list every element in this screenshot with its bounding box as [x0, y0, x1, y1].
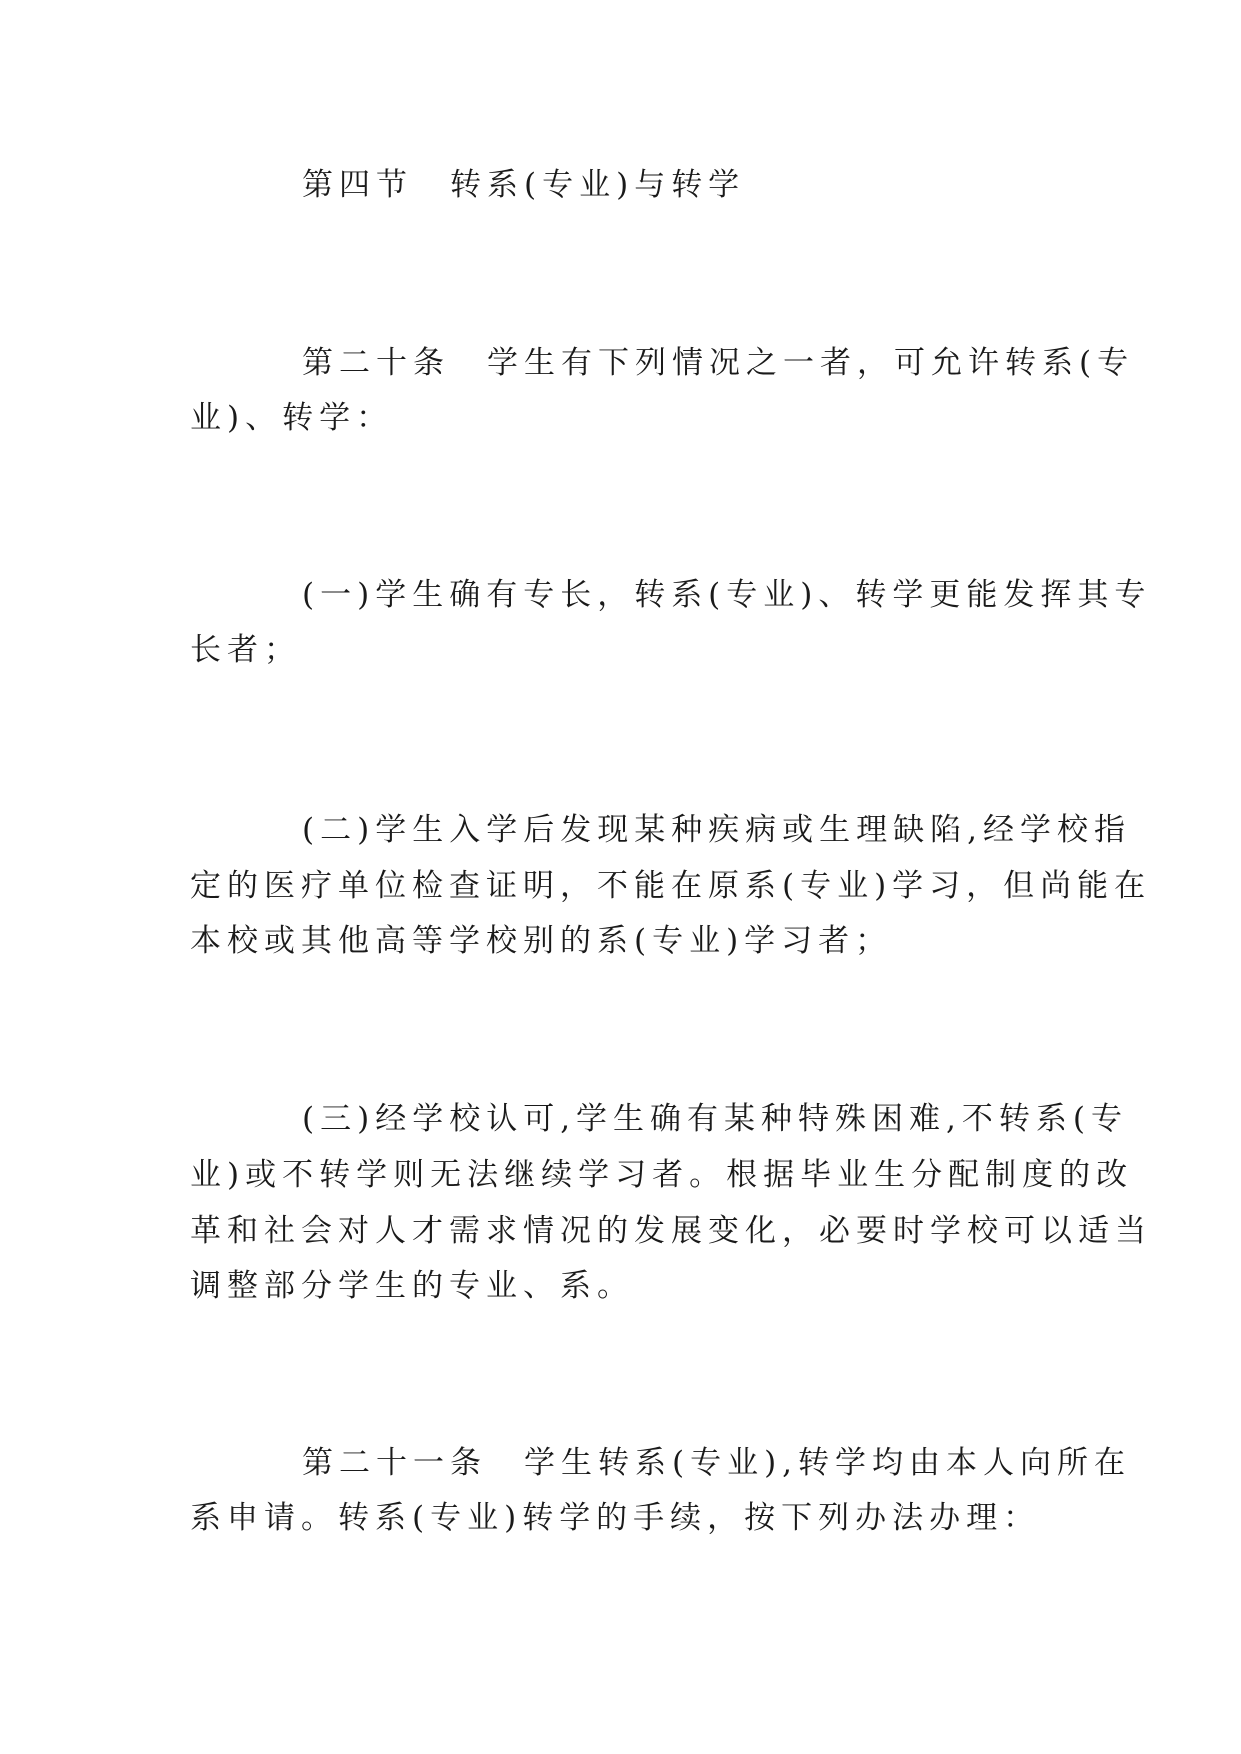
- article-21-line-2: 系申请。转系(专业)转学的手续，按下列办法办理：: [190, 1500, 1041, 1536]
- item-3-line-1: (三)经学校认可,学生确有某种特殊困难,不转系(专: [302, 1101, 1128, 1137]
- item-3-line-4: 调整部分学生的专业、系。: [190, 1268, 634, 1304]
- item-2-line-1: (二)学生入学后发现某种疾病或生理缺陷,经学校指: [302, 812, 1132, 848]
- article-21-line-1: 第二十一条 学生转系(专业),转学均由本人向所在: [302, 1445, 1132, 1481]
- article-20-line-1: 第二十条 学生有下列情况之一者，可允许转系(专: [302, 345, 1135, 381]
- item-2-line-2: 定的医疗单位检查证明，不能在原系(专业)学习，但尚能在: [190, 868, 1152, 904]
- item-3-line-3: 革和社会对人才需求情况的发展变化，必要时学校可以适当: [190, 1213, 1152, 1249]
- item-3-line-2: 业)或不转学则无法继续学习者。根据毕业生分配制度的改: [190, 1157, 1134, 1193]
- item-1-line-1: (一)学生确有专长，转系(专业)、转学更能发挥其专: [302, 577, 1152, 613]
- item-2-line-3: 本校或其他高等学校别的系(专业)学习者；: [190, 923, 893, 959]
- item-1-line-2: 长者；: [190, 632, 301, 668]
- section-heading: 第四节 转系(专业)与转学: [302, 167, 746, 203]
- article-20-line-2: 业)、转学：: [190, 400, 394, 436]
